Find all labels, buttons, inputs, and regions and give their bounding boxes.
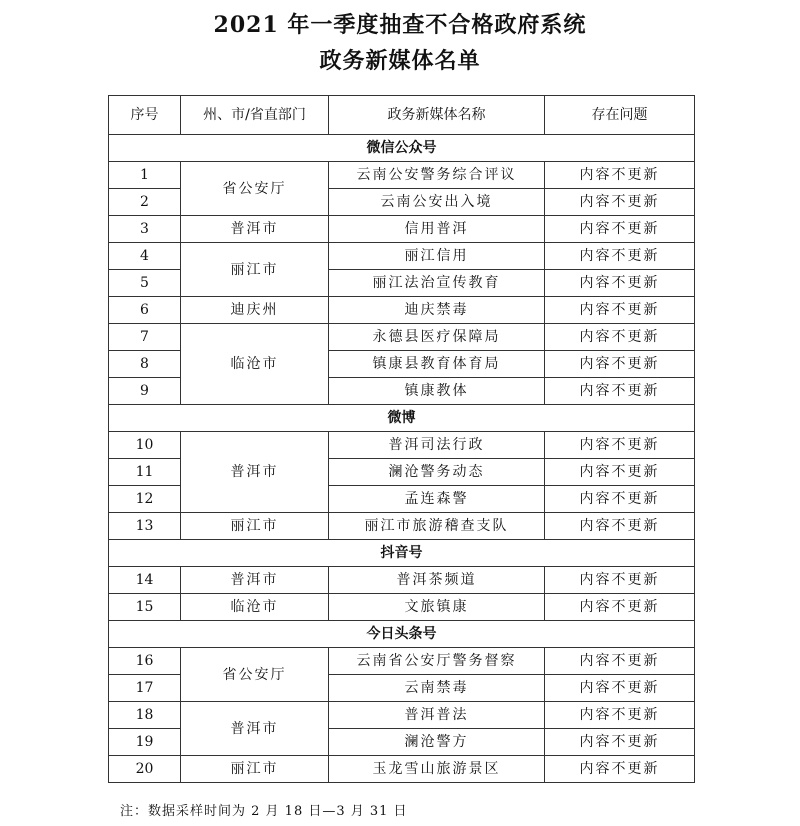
section-title: 微信公众号 <box>109 135 695 162</box>
media-name-cell: 丽江市旅游稽查支队 <box>329 513 545 540</box>
table-row <box>109 216 695 243</box>
table-row <box>109 756 695 783</box>
issue-cell: 内容不更新 <box>545 432 695 459</box>
dept-cell: 省公安厅 <box>181 648 329 702</box>
table-row <box>109 297 695 324</box>
issue-cell: 内容不更新 <box>545 297 695 324</box>
header-seq: 序号 <box>109 96 181 135</box>
issue-cell: 内容不更新 <box>545 216 695 243</box>
media-name-cell: 永德县医疗保障局 <box>329 324 545 351</box>
section-row <box>109 621 695 648</box>
issue-cell: 内容不更新 <box>545 324 695 351</box>
media-name-cell: 普洱司法行政 <box>329 432 545 459</box>
dept-cell: 普洱市 <box>181 432 329 513</box>
table-row <box>109 324 695 351</box>
header-issue: 存在问题 <box>545 96 695 135</box>
dept-cell: 丽江市 <box>181 756 329 783</box>
seq-cell: 12 <box>109 486 181 513</box>
table-body <box>109 135 695 783</box>
table-row <box>109 513 695 540</box>
table-row <box>109 594 695 621</box>
issue-cell: 内容不更新 <box>545 189 695 216</box>
media-name-cell: 云南禁毒 <box>329 675 545 702</box>
media-name-cell: 普洱普法 <box>329 702 545 729</box>
dept-cell: 丽江市 <box>181 243 329 297</box>
seq-cell: 7 <box>109 324 181 351</box>
section-title: 抖音号 <box>109 540 695 567</box>
seq-cell: 3 <box>109 216 181 243</box>
media-name-cell: 玉龙雪山旅游景区 <box>329 756 545 783</box>
table-row <box>109 648 695 675</box>
issue-cell: 内容不更新 <box>545 756 695 783</box>
footnote: 注：数据采样时间为 2 月 18 日—3 月 31 日 <box>120 804 408 819</box>
media-name-cell: 澜沧警务动态 <box>329 459 545 486</box>
seq-cell: 1 <box>109 162 181 189</box>
media-name-cell: 镇康教体 <box>329 378 545 405</box>
seq-cell: 20 <box>109 756 181 783</box>
seq-cell: 14 <box>109 567 181 594</box>
seq-cell: 2 <box>109 189 181 216</box>
table-row <box>109 702 695 729</box>
media-name-cell: 迪庆禁毒 <box>329 297 545 324</box>
issue-cell: 内容不更新 <box>545 729 695 756</box>
table-header-row <box>109 96 695 135</box>
new-media-table <box>108 95 695 783</box>
page-title-line-2: 政务新媒体名单 <box>319 48 481 74</box>
section-row <box>109 135 695 162</box>
seq-cell: 13 <box>109 513 181 540</box>
table-row <box>109 432 695 459</box>
issue-cell: 内容不更新 <box>545 351 695 378</box>
section-row <box>109 540 695 567</box>
media-name-cell: 信用普洱 <box>329 216 545 243</box>
seq-cell: 5 <box>109 270 181 297</box>
media-name-cell: 普洱茶频道 <box>329 567 545 594</box>
issue-cell: 内容不更新 <box>545 675 695 702</box>
seq-cell: 6 <box>109 297 181 324</box>
table-row <box>109 162 695 189</box>
issue-cell: 内容不更新 <box>545 486 695 513</box>
seq-cell: 8 <box>109 351 181 378</box>
media-name-cell: 丽江信用 <box>329 243 545 270</box>
seq-cell: 18 <box>109 702 181 729</box>
dept-cell: 临沧市 <box>181 324 329 405</box>
header-dept: 州、市/省直部门 <box>181 96 329 135</box>
issue-cell: 内容不更新 <box>545 702 695 729</box>
header-media-name: 政务新媒体名称 <box>329 96 545 135</box>
table-row <box>109 567 695 594</box>
media-name-cell: 云南省公安厅警务督察 <box>329 648 545 675</box>
section-row <box>109 405 695 432</box>
issue-cell: 内容不更新 <box>545 594 695 621</box>
issue-cell: 内容不更新 <box>545 378 695 405</box>
media-name-cell: 孟连森警 <box>329 486 545 513</box>
table-row <box>109 243 695 270</box>
section-title: 今日头条号 <box>109 621 695 648</box>
seq-cell: 11 <box>109 459 181 486</box>
issue-cell: 内容不更新 <box>545 243 695 270</box>
dept-cell: 迪庆州 <box>181 297 329 324</box>
seq-cell: 10 <box>109 432 181 459</box>
dept-cell: 临沧市 <box>181 594 329 621</box>
dept-cell: 普洱市 <box>181 702 329 756</box>
issue-cell: 内容不更新 <box>545 567 695 594</box>
dept-cell: 普洱市 <box>181 216 329 243</box>
seq-cell: 4 <box>109 243 181 270</box>
seq-cell: 19 <box>109 729 181 756</box>
dept-cell: 省公安厅 <box>181 162 329 216</box>
media-name-cell: 澜沧警方 <box>329 729 545 756</box>
seq-cell: 17 <box>109 675 181 702</box>
media-name-cell: 云南公安出入境 <box>329 189 545 216</box>
media-name-cell: 镇康县教育体育局 <box>329 351 545 378</box>
issue-cell: 内容不更新 <box>545 648 695 675</box>
media-name-cell: 文旅镇康 <box>329 594 545 621</box>
dept-cell: 普洱市 <box>181 567 329 594</box>
section-title: 微博 <box>109 405 695 432</box>
seq-cell: 15 <box>109 594 181 621</box>
issue-cell: 内容不更新 <box>545 459 695 486</box>
page-title-line-1: 2021 年一季度抽查不合格政府系统 <box>213 12 587 38</box>
issue-cell: 内容不更新 <box>545 162 695 189</box>
seq-cell: 16 <box>109 648 181 675</box>
dept-cell: 丽江市 <box>181 513 329 540</box>
media-name-cell: 云南公安警务综合评议 <box>329 162 545 189</box>
seq-cell: 9 <box>109 378 181 405</box>
issue-cell: 内容不更新 <box>545 513 695 540</box>
issue-cell: 内容不更新 <box>545 270 695 297</box>
media-name-cell: 丽江法治宣传教育 <box>329 270 545 297</box>
